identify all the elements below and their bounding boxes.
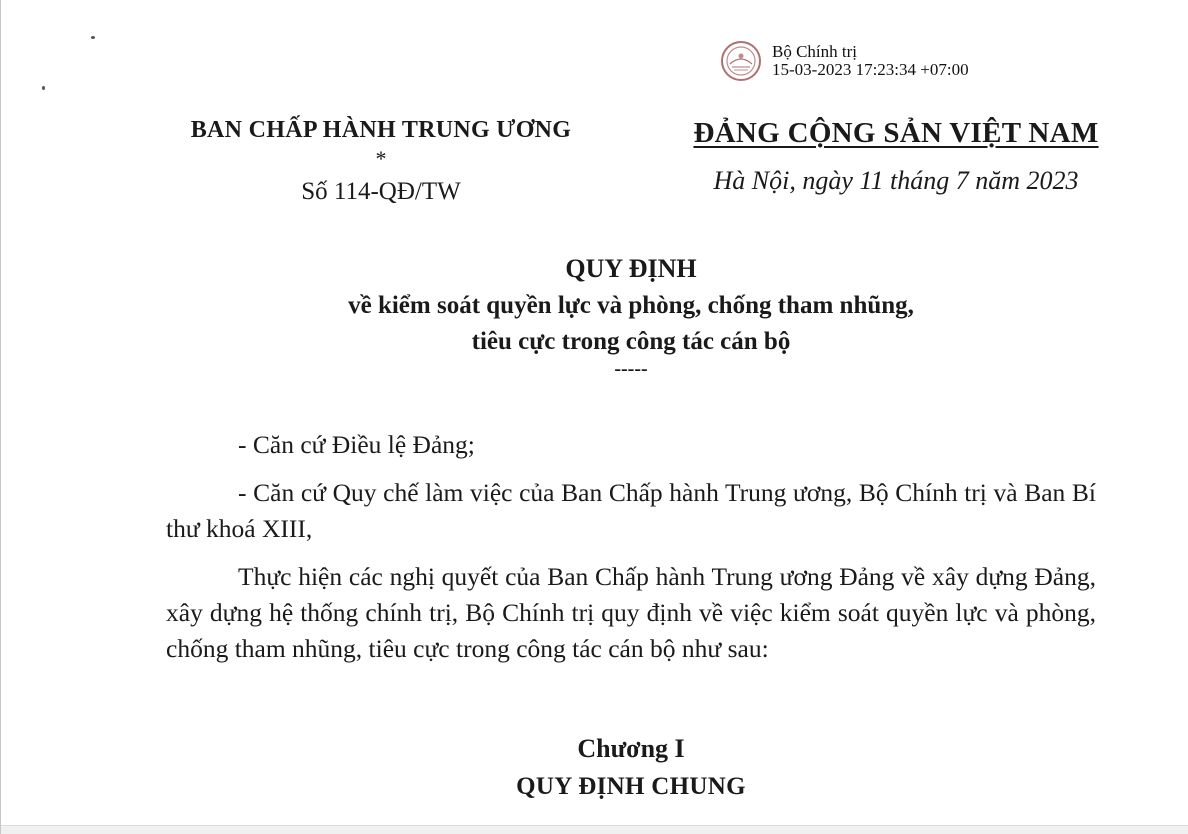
title-separator: ----- — [614, 358, 648, 380]
paragraph-basis-regulation: - Căn cứ Quy chế làm việc của Ban Chấp hành Trung ương, Bộ Chính trị và Ban Bí thư khoá XIII, — [166, 478, 1096, 543]
party-name: ĐẢNG CỘNG SẢN VIỆT NAM — [693, 117, 1099, 149]
subtitle-line-2: tiêu cực trong công tác cán bộ — [471, 328, 791, 355]
subtitle-line-1: về kiểm soát quyền lực và phòng, chống tham nhũng, — [348, 292, 914, 319]
paragraph-basis-charter: - Căn cứ Điều lệ Đảng; — [238, 430, 475, 459]
title-block — [1, 250, 1188, 378]
digital-signature — [720, 40, 969, 82]
signature-text — [772, 43, 969, 79]
chapter-heading — [1, 730, 1188, 806]
header-star: * — [375, 146, 387, 171]
signature-signer: Bộ Chính trị — [772, 42, 858, 61]
chapter-number: Chương I — [577, 734, 685, 763]
header-right — [671, 113, 1121, 199]
place-date: Hà Nội, ngày 11 tháng 7 năm 2023 — [713, 166, 1079, 195]
page-bottom-edge — [1, 825, 1188, 834]
signature-timestamp: 15-03-2023 17:23:34 +07:00 — [772, 60, 969, 79]
header-left — [151, 113, 611, 209]
scan-speck — [42, 86, 45, 90]
scan-speck — [91, 36, 95, 39]
chapter-name: QUY ĐỊNH CHUNG — [516, 773, 746, 800]
seal-icon — [720, 40, 762, 82]
document-title: QUY ĐỊNH — [565, 254, 697, 283]
document-number: Số 114-QĐ/TW — [301, 178, 461, 205]
organization-name: BAN CHẤP HÀNH TRUNG ƯƠNG — [190, 117, 572, 143]
paragraph-implementation: Thực hiện các nghị quyết của Ban Chấp hành Trung ương Đảng về xây dựng Đảng, xây dựng hệ thống chính trị, Bộ Chính trị quy định về việc kiểm soát quyền lực và phòng, chống tham nhũng, tiêu cực trong công tác cán bộ như sau: — [166, 562, 1096, 663]
document-body — [166, 427, 1096, 679]
